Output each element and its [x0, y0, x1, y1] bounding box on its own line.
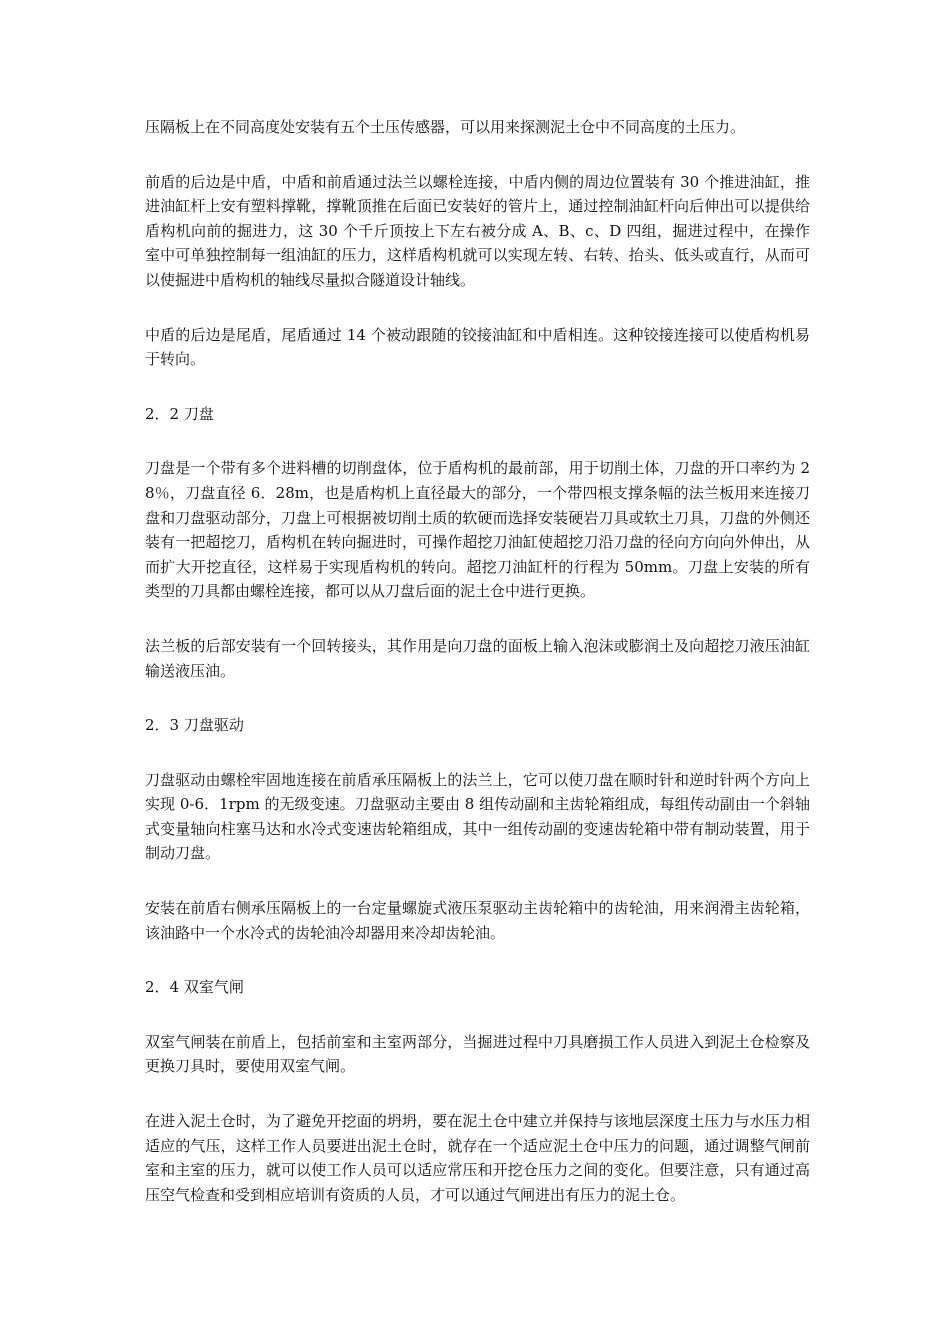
document-page: [145, 115, 810, 1237]
paragraph-gear-oil-pump: 安装在前盾右侧承压隔板上的一台定量螺旋式液压泵驱动主齿轮箱中的齿轮油，用来润滑主齿轮箱，该油路中一个水冷式的齿轮油冷却器用来冷却齿轮油。: [145, 899, 810, 942]
paragraph-tail-shield: 中盾的后边是尾盾，尾盾通过 14 个被动跟随的铰接油缸和中盾相连。这种铰接连接可以使盾构机易于转向。: [145, 325, 810, 369]
paragraph-airlock: 双室气闸装在前盾上，包括前室和主室两部分，当掘进过程中刀具磨损工作人员进入到泥土仓检察及更换刀具时，要使用双室气闸。: [145, 1032, 810, 1076]
section-heading-cutterhead: 2．2 刀盘: [145, 404, 214, 423]
paragraph-earth-pressure-sensors: 压隔板上在不同高度处安装有五个土压传感器，可以用来探测泥土仓中不同高度的土压力。: [145, 118, 746, 136]
paragraph-cutterhead-drive: 刀盘驱动由螺栓牢固地连接在前盾承压隔板上的法兰上，它可以使刀盘在顺时针和逆时针两个方向上实现 0-6．1rpm 的无级变速。刀盘驱动主要由 8 组传动副和主齿轮箱组成，每组传动副由一个斜轴式变量轴向柱塞马达和水冷式变速齿轮箱组成，其中一组传动副的变速齿轮箱中带有制动装置，用于制动刀盘。: [145, 770, 810, 863]
paragraph-rotary-joint: 法兰板的后部安装有一个回转接头，其作用是向刀盘的面板上输入泡沫或膨润土及向超挖刀液压油缸输送液压油。: [145, 636, 810, 680]
section-heading-cutterhead-drive: 2．3 刀盘驱动: [145, 716, 244, 735]
paragraph-middle-shield: 前盾的后边是中盾，中盾和前盾通过法兰以螺栓连接，中盾内侧的周边位置装有 30 个推进油缸，推进油缸杆上安有塑料撑靴，撑靴顶推在后面已安装好的管片上，通过控制油缸杆向后伸出可以提供给盾构机向前的掘进力，这 30 个千斤顶按上下左右被分成 A、B、c、D 四组，掘进过程中，在操作室中可单独控制每一组油缸的压力，这样盾构机就可以实现左转、右转、抬头、低头或直行，从而可以使掘进中盾构机的轴线尽量拟合隧道设计轴线。: [145, 172, 810, 289]
paragraph-cutterhead: 刀盘是一个带有多个进料槽的切削盘体，位于盾构机的最前部，用于切削土体，刀盘的开口率约为 28％，刀盘直径 6．28m，也是盾构机上直径最大的部分，一个带四根支撑条幅的法兰板用来连接刀盘和刀盘驱动部分，刀盘上可根据被切削土质的软硬而选择安装硬岩刀具或软土刀具，刀盘的外侧还装有一把超挖刀，盾构机在转向掘进时，可操作超挖刀油缸使超挖刀沿刀盘的径向方向向外伸出，从而扩大开挖直径，这样易于实现盾构机的转向。超挖刀油缸杆的行程为 50mm。刀盘上安装的所有类型的刀具都由螺栓连接，都可以从刀盘后面的泥土仓中进行更换。: [145, 459, 810, 601]
paragraph-airlock-pressure: 在进入泥土仓时，为了避免开挖面的坍坍，要在泥土仓中建立并保持与该地层深度土压力与水压力相适应的气压，这样工作人员要进出泥土仓时，就存在一个适应泥土仓中压力的问题，通过调整气闸前室和主室的压力，就可以使工作人员可以适应常压和开挖仓压力之间的变化。但要注意，只有通过高压空气检查和受到相应培训有资质的人员，才可以通过气闸进出有压力的泥土仓。: [145, 1112, 810, 1204]
section-heading-airlock: 2．4 双室气闸: [145, 978, 244, 997]
